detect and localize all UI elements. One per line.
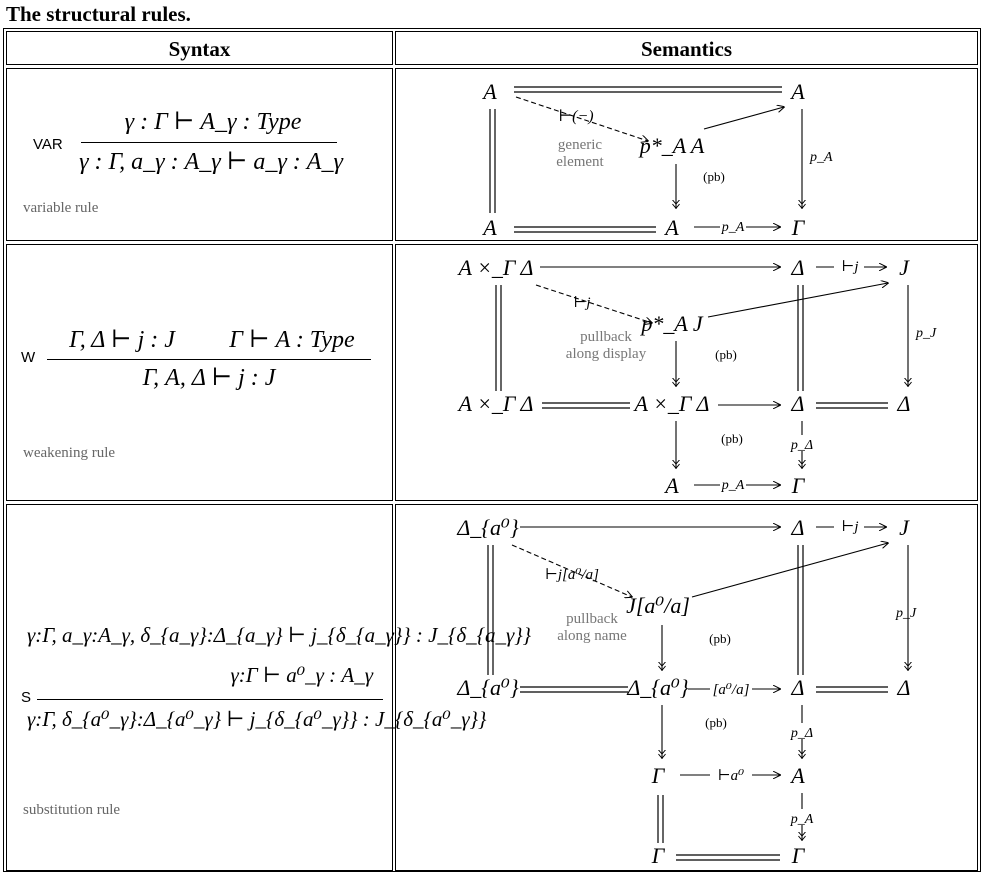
s-node-delta-a0-bm: Δ_{a⁰} <box>627 675 689 700</box>
w-node-product-bl: A ×_Γ Δ <box>458 391 534 416</box>
w-label-pb-1: (pb) <box>715 347 737 362</box>
w-label-pj: p_J <box>916 326 937 341</box>
s-node-gamma-bl: Γ <box>651 843 665 868</box>
var-rule-diagram-cell <box>395 68 978 241</box>
s-label-j-top: ⊢j <box>841 519 859 535</box>
w-node-gamma: Γ <box>791 473 805 498</box>
w-rule-diagram-cell <box>395 244 978 501</box>
var-node-a-tl: A <box>483 79 497 104</box>
var-annotation-2: element <box>556 154 604 170</box>
s-rule-name: S <box>21 689 32 706</box>
s-label-pb-1: (pb) <box>709 631 731 646</box>
s-node-delta-m: Δ <box>791 675 805 700</box>
page-title: The structural rules. <box>6 2 191 26</box>
w-node-product-bm: A ×_Γ Δ <box>634 391 710 416</box>
s-node-gamma-m: Γ <box>651 763 665 788</box>
var-node-gamma: Γ <box>791 215 805 240</box>
s-node-j-subst: J[a⁰/a] <box>626 593 690 618</box>
w-rule-syntax-cell <box>6 244 393 501</box>
s-rule-syntax-cell <box>6 504 532 871</box>
var-label-pb: (pb) <box>703 169 725 184</box>
s-rule-diagram-cell <box>395 504 978 871</box>
s-rule-bar <box>37 699 383 700</box>
w-node-product-tl: A ×_Γ Δ <box>458 255 534 280</box>
s-rule-premise-1: γ:Γ, a_γ:A_γ, δ_{a_γ}:Δ_{a_γ} ⊢ j_{δ_{a_γ}} : J_{δ_{a_γ}} <box>27 623 532 647</box>
var-rule-diagram <box>396 69 979 242</box>
s-label-pdelta: p_Δ <box>790 726 814 741</box>
s-rule-premise-2: γ:Γ ⊢ a⁰_γ : A_γ <box>230 663 373 687</box>
var-node-a-bm: A <box>665 215 679 240</box>
w-annotation-1: pullback <box>580 329 632 345</box>
var-rule-caption: variable rule <box>23 200 99 216</box>
w-node-delta-m: Δ <box>791 391 805 416</box>
s-label-pj: p_J <box>896 606 917 621</box>
w-label-pa: p_A <box>721 478 745 493</box>
semantics-header: Semantics <box>395 31 978 65</box>
var-label-pa-right: p_A <box>810 150 833 165</box>
s-annotation-2: along name <box>557 628 627 644</box>
w-rule-caption: weakening rule <box>23 445 116 461</box>
s-node-j: J <box>899 515 909 540</box>
s-node-gamma-br: Γ <box>791 843 805 868</box>
s-label-pb-2: (pb) <box>705 715 727 730</box>
var-node-pullback: p*_A A <box>639 133 705 158</box>
w-rule-name: W <box>21 349 36 366</box>
w-node-j: J <box>899 255 909 280</box>
w-node-delta-r: Δ <box>897 391 911 416</box>
s-rule-diagram <box>396 505 979 872</box>
s-node-delta-a0-tl: Δ_{a⁰} <box>457 515 519 540</box>
s-node-delta-t: Δ <box>791 515 805 540</box>
var-label-generic: ⊢(−) <box>558 108 594 125</box>
w-label-pdelta: p_Δ <box>790 438 814 453</box>
var-node-a-tr: A <box>791 79 805 104</box>
w-node-a: A <box>665 473 679 498</box>
var-rule-syntax-cell: VAR γ : Γ ⊢ A_γ : Type γ : Γ, a_γ : A_γ ⊢ a_γ : A_γ variable rule <box>6 68 393 241</box>
s-rule-caption: substitution rule <box>23 802 121 818</box>
var-label-pa-bottom: p_A <box>721 220 745 235</box>
w-label-j-dashed: ⊢j <box>573 295 591 311</box>
s-node-delta-r: Δ <box>897 675 911 700</box>
w-rule-premise-2: Γ ⊢ A : Type <box>229 327 355 353</box>
s-node-delta-a0-bl: Δ_{a⁰} <box>457 675 519 700</box>
s-label-a0: ⊢a⁰ <box>717 768 745 784</box>
s-label-subst: [a⁰/a] <box>712 682 750 698</box>
w-label-j-top: ⊢j <box>841 259 859 275</box>
w-node-delta-t: Δ <box>791 255 805 280</box>
w-label-pb-2: (pb) <box>721 431 743 446</box>
w-rule-diagram <box>396 245 979 502</box>
var-rule-bar <box>81 142 337 143</box>
w-node-pullback-j: p*_A J <box>641 311 703 336</box>
var-rule-name: VAR <box>33 136 63 153</box>
w-rule-bar <box>47 359 371 360</box>
var-annotation-1: generic <box>557 137 603 153</box>
s-rule-conclusion: γ:Γ, δ_{a⁰_γ}:Δ_{a⁰_γ} ⊢ j_{δ_{a⁰_γ}} : J_{δ_{a⁰_γ}} <box>27 707 487 731</box>
w-rule-premise-1: Γ, Δ ⊢ j : J <box>69 327 175 353</box>
syntax-header: Syntax <box>6 31 393 65</box>
s-node-a: A <box>791 763 805 788</box>
w-rule-conclusion: Γ, A, Δ ⊢ j : J <box>142 365 276 391</box>
var-node-a-bl: A <box>483 215 497 240</box>
s-label-pa: p_A <box>790 812 814 827</box>
rules-table <box>3 28 981 872</box>
var-rule-conclusion: γ : Γ, a_γ : A_γ ⊢ a_γ : A_γ <box>79 149 343 175</box>
w-annotation-2: along display <box>565 346 647 362</box>
s-label-j-subst: ⊢j[a⁰/a] <box>545 567 599 583</box>
s-annotation-1: pullback <box>566 611 618 627</box>
